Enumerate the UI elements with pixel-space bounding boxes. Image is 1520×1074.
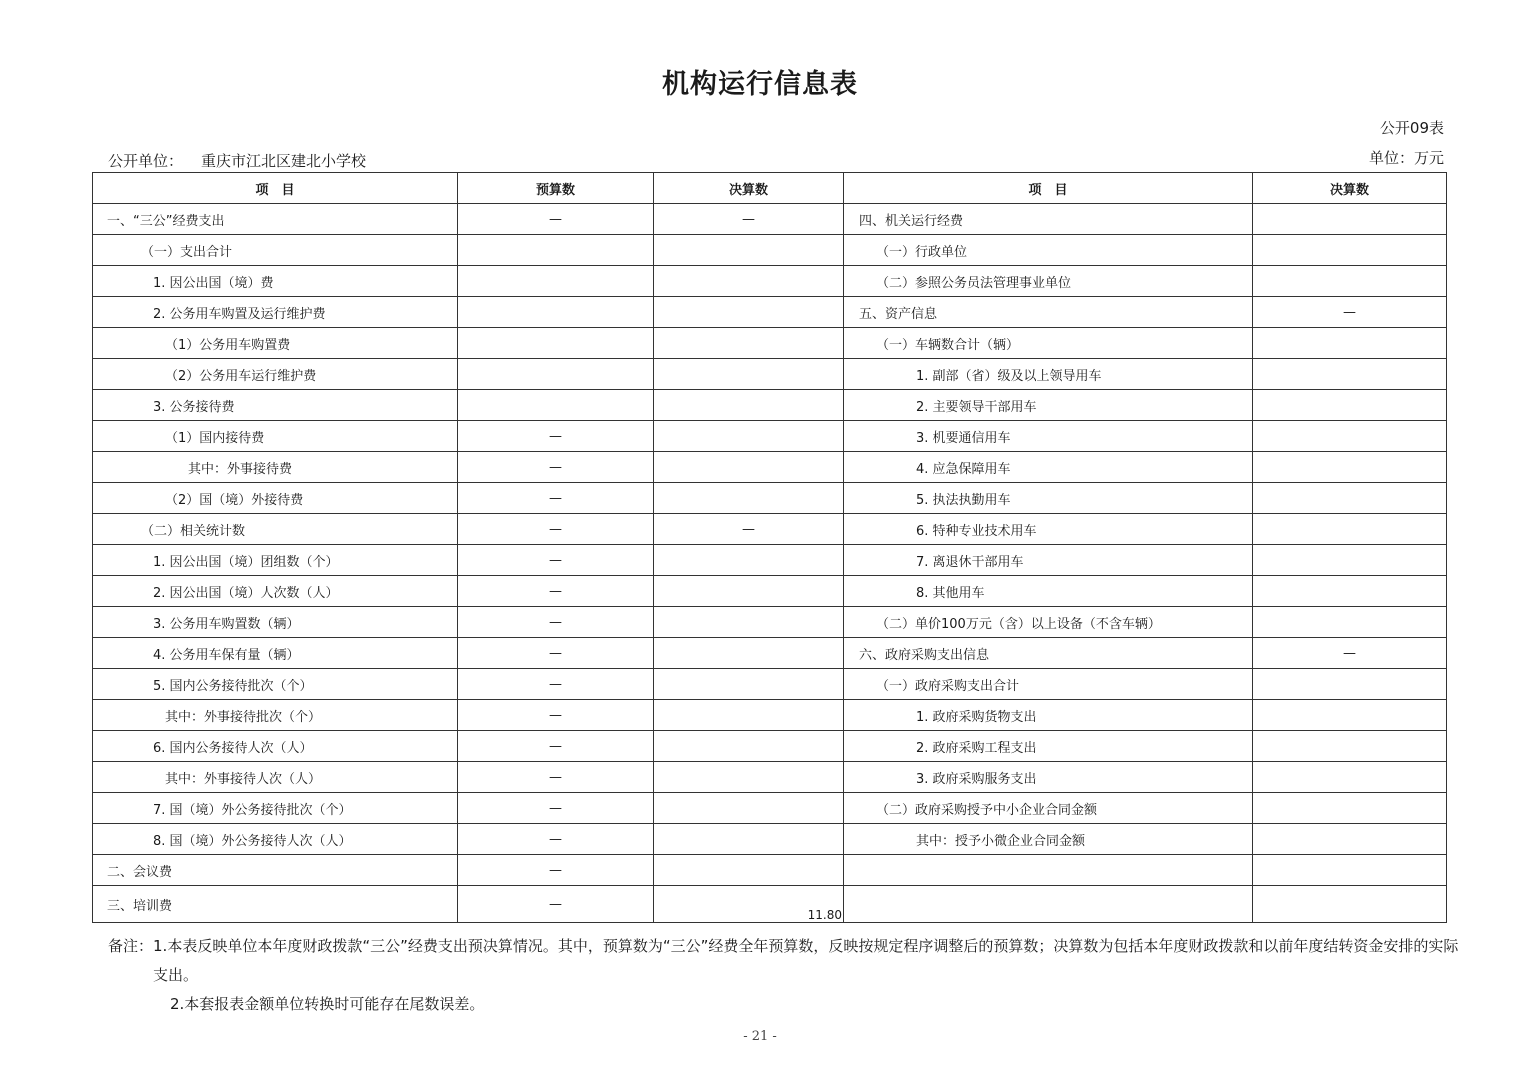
budget-cell: —	[458, 514, 654, 545]
final-cell: 11.80	[654, 886, 844, 923]
final-cell	[654, 576, 844, 607]
right-item-cell: （二）参照公务员法管理事业单位	[844, 266, 1253, 297]
right-item-cell: （一）行政单位	[844, 235, 1253, 266]
right-item-cell: 2. 政府采购工程支出	[844, 731, 1253, 762]
table-row	[93, 514, 1447, 545]
right-final-cell	[1253, 514, 1447, 545]
table-row	[93, 576, 1447, 607]
final-cell	[654, 545, 844, 576]
right-final-cell	[1253, 793, 1447, 824]
header-left-item: 项 目	[93, 173, 458, 204]
table-row	[93, 731, 1447, 762]
right-item-cell: 5. 执法执勤用车	[844, 483, 1253, 514]
left-item-cell: 4. 公务用车保有量（辆）	[93, 638, 458, 669]
right-item-cell: 7. 离退休干部用车	[844, 545, 1253, 576]
budget-cell	[458, 266, 654, 297]
left-item-cell: （1）公务用车购置费	[93, 328, 458, 359]
left-item-cell: 其中：外事接待批次（个）	[93, 700, 458, 731]
header-final: 决算数	[654, 173, 844, 204]
left-item-cell: 6. 国内公务接待人次（人）	[93, 731, 458, 762]
left-item-cell: 2. 公务用车购置及运行维护费	[93, 297, 458, 328]
table-body	[93, 204, 1447, 923]
table-row	[93, 607, 1447, 638]
organization-line	[108, 150, 366, 171]
final-cell	[654, 669, 844, 700]
final-cell	[654, 390, 844, 421]
final-cell	[654, 700, 844, 731]
budget-cell: —	[458, 638, 654, 669]
left-item-cell: （一）支出合计	[93, 235, 458, 266]
final-cell: —	[654, 204, 844, 235]
right-item-cell	[844, 886, 1253, 923]
budget-cell: —	[458, 545, 654, 576]
table-row	[93, 421, 1447, 452]
right-final-cell	[1253, 762, 1447, 793]
final-cell	[654, 359, 844, 390]
right-final-cell: —	[1253, 638, 1447, 669]
right-final-cell: —	[1253, 297, 1447, 328]
table-row	[93, 390, 1447, 421]
final-cell	[654, 328, 844, 359]
header-right-final: 决算数	[1253, 173, 1447, 204]
budget-cell: —	[458, 421, 654, 452]
budget-cell	[458, 297, 654, 328]
right-final-cell	[1253, 421, 1447, 452]
final-cell	[654, 235, 844, 266]
right-item-cell: 其中：授予小微企业合同金额	[844, 824, 1253, 855]
right-final-cell	[1253, 824, 1447, 855]
final-cell	[654, 824, 844, 855]
budget-cell: —	[458, 607, 654, 638]
table-row	[93, 328, 1447, 359]
right-final-cell	[1253, 886, 1447, 923]
final-cell: —	[654, 514, 844, 545]
left-item-cell: 二、会议费	[93, 855, 458, 886]
right-final-cell	[1253, 390, 1447, 421]
left-item-cell: （二）相关统计数	[93, 514, 458, 545]
page-number: - 21 -	[743, 1029, 777, 1044]
right-item-cell: 3. 机要通信用车	[844, 421, 1253, 452]
left-item-cell: 2. 因公出国（境）人次数（人）	[93, 576, 458, 607]
table-row	[93, 297, 1447, 328]
right-final-cell	[1253, 545, 1447, 576]
left-item-cell: 其中：外事接待费	[93, 452, 458, 483]
right-final-cell	[1253, 452, 1447, 483]
left-item-cell: （1）国内接待费	[93, 421, 458, 452]
table-row	[93, 452, 1447, 483]
table-row	[93, 855, 1447, 886]
final-cell	[654, 793, 844, 824]
form-number: 公开09表	[1379, 119, 1444, 137]
right-item-cell: 五、资产信息	[844, 297, 1253, 328]
table-row	[93, 545, 1447, 576]
right-item-cell: 6. 特种专业技术用车	[844, 514, 1253, 545]
right-item-cell: 2. 主要领导干部用车	[844, 390, 1253, 421]
budget-cell	[458, 235, 654, 266]
notes	[108, 932, 1488, 1019]
right-item-cell: （二）单价100万元（含）以上设备（不含车辆）	[844, 607, 1253, 638]
notes-label: 备注：	[108, 937, 154, 955]
org-name: 重庆市江北区建北小学校	[201, 152, 367, 170]
right-item-cell: （一）车辆数合计（辆）	[844, 328, 1253, 359]
right-item-cell: （一）政府采购支出合计	[844, 669, 1253, 700]
budget-cell	[458, 390, 654, 421]
header-right-item: 项 目	[844, 173, 1253, 204]
budget-cell: —	[458, 855, 654, 886]
left-item-cell: 1. 因公出国（境）团组数（个）	[93, 545, 458, 576]
budget-cell: —	[458, 762, 654, 793]
budget-cell: —	[458, 886, 654, 923]
right-final-cell	[1253, 328, 1447, 359]
info-table	[92, 172, 1447, 923]
note-1-text: 1.本表反映单位本年度财政拨款“三公”经费支出预决算情况。其中，预算数为“三公”经费全年预算数，反映按规定程序调整后的预算数；决算数为包括本年度财政拨款和以前年度结转资金安排的实际支出。	[153, 937, 1459, 984]
header-budget: 预算数	[458, 173, 654, 204]
final-cell	[654, 266, 844, 297]
left-item-cell: 8. 国（境）外公务接待人次（人）	[93, 824, 458, 855]
right-item-cell: 1. 政府采购货物支出	[844, 700, 1253, 731]
right-final-cell	[1253, 359, 1447, 390]
budget-cell: —	[458, 731, 654, 762]
note-2-text: 2.本套报表金额单位转换时可能存在尾数误差。	[170, 995, 485, 1013]
final-cell	[654, 421, 844, 452]
right-final-cell	[1253, 483, 1447, 514]
table-row	[93, 235, 1447, 266]
right-item-cell: 1. 副部（省）级及以上领导用车	[844, 359, 1253, 390]
final-cell	[654, 638, 844, 669]
final-cell	[654, 483, 844, 514]
final-cell	[654, 762, 844, 793]
table-row	[93, 669, 1447, 700]
left-item-cell: 3. 公务接待费	[93, 390, 458, 421]
final-cell	[654, 855, 844, 886]
right-final-cell	[1253, 700, 1447, 731]
note-1	[108, 932, 1488, 990]
right-final-cell	[1253, 576, 1447, 607]
right-final-cell	[1253, 204, 1447, 235]
unit-label: 单位：万元	[1368, 149, 1444, 167]
table-row	[93, 359, 1447, 390]
left-item-cell: 5. 国内公务接待批次（个）	[93, 669, 458, 700]
budget-cell: —	[458, 452, 654, 483]
left-item-cell: 1. 因公出国（境）费	[93, 266, 458, 297]
left-item-cell: （2）国（境）外接待费	[93, 483, 458, 514]
budget-cell: —	[458, 204, 654, 235]
right-item-cell	[844, 855, 1253, 886]
budget-cell: —	[458, 669, 654, 700]
right-item-cell: 六、政府采购支出信息	[844, 638, 1253, 669]
table-row	[93, 886, 1447, 923]
table-row	[93, 824, 1447, 855]
budget-cell: —	[458, 793, 654, 824]
left-item-cell: （2）公务用车运行维护费	[93, 359, 458, 390]
right-item-cell: 3. 政府采购服务支出	[844, 762, 1253, 793]
right-final-cell	[1253, 855, 1447, 886]
table-row	[93, 700, 1447, 731]
budget-cell: —	[458, 700, 654, 731]
final-cell	[654, 297, 844, 328]
final-cell	[654, 452, 844, 483]
left-item-cell: 其中：外事接待人次（人）	[93, 762, 458, 793]
table-header-row	[93, 173, 1447, 204]
budget-cell	[458, 328, 654, 359]
right-final-cell	[1253, 607, 1447, 638]
right-item-cell: 8. 其他用车	[844, 576, 1253, 607]
budget-cell: —	[458, 824, 654, 855]
final-cell	[654, 607, 844, 638]
right-item-cell: （二）政府采购授予中小企业合同金额	[844, 793, 1253, 824]
left-item-cell: 7. 国（境）外公务接待批次（个）	[93, 793, 458, 824]
table-row	[93, 793, 1447, 824]
budget-cell	[458, 359, 654, 390]
budget-cell: —	[458, 483, 654, 514]
table-row	[93, 266, 1447, 297]
left-item-cell: 三、培训费	[93, 886, 458, 923]
page-title: 机构运行信息表	[662, 69, 858, 100]
table-row	[93, 638, 1447, 669]
right-final-cell	[1253, 669, 1447, 700]
table-row	[93, 204, 1447, 235]
right-final-cell	[1253, 266, 1447, 297]
right-final-cell	[1253, 235, 1447, 266]
org-label: 公开单位：	[108, 152, 184, 170]
right-final-cell	[1253, 731, 1447, 762]
right-item-cell: 四、机关运行经费	[844, 204, 1253, 235]
final-cell	[654, 731, 844, 762]
right-item-cell: 4. 应急保障用车	[844, 452, 1253, 483]
left-item-cell: 一、“三公”经费支出	[93, 204, 458, 235]
left-item-cell: 3. 公务用车购置数（辆）	[93, 607, 458, 638]
table-row	[93, 483, 1447, 514]
table-row	[93, 762, 1447, 793]
budget-cell: —	[458, 576, 654, 607]
